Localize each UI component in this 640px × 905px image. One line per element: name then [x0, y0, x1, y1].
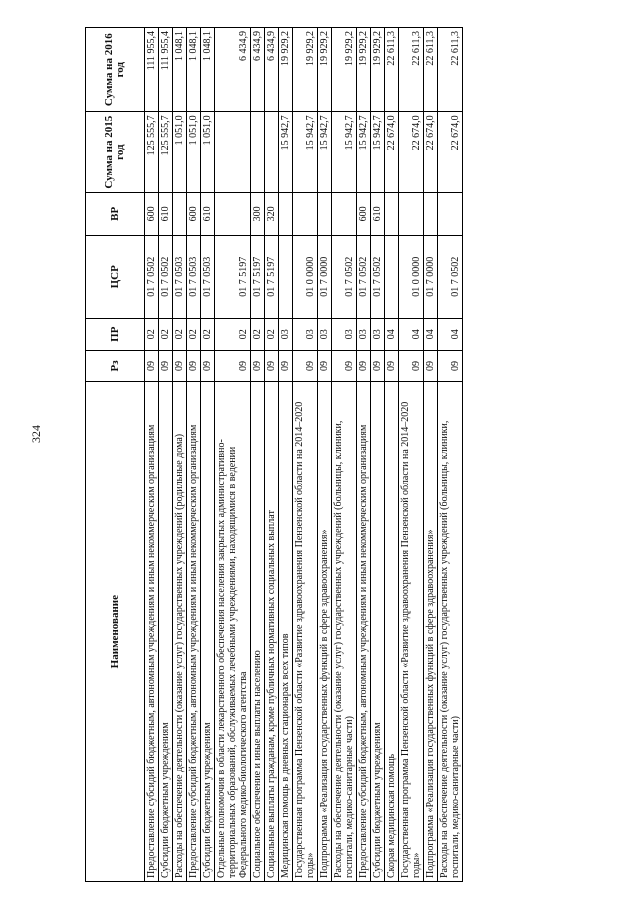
header-pr: ПР	[86, 318, 145, 350]
cell-rz: 09	[173, 350, 187, 382]
cell-sum-2016: 6 434,9	[251, 28, 265, 112]
cell-vr: 610	[201, 192, 215, 235]
cell-sum-2016: 6 434,9	[215, 28, 251, 112]
cell-sum-2016: 111 955,4	[145, 28, 159, 112]
cell-rz: 09	[215, 350, 251, 382]
cell-sum-2015: 1 051,0	[187, 112, 201, 193]
cell-sum-2015: 22 674,0	[399, 112, 424, 193]
cell-vr: 600	[145, 192, 159, 235]
cell-sum-2016: 19 929,2	[357, 28, 371, 112]
cell-csr: 01 7 5197	[251, 235, 265, 318]
table-body	[145, 28, 463, 882]
table-row	[385, 28, 399, 882]
cell-vr	[318, 192, 332, 235]
table-row	[187, 28, 201, 882]
cell-sum-2015: 1 051,0	[173, 112, 187, 193]
cell-csr: 01 7 0000	[318, 235, 332, 318]
cell-pr: 02	[215, 318, 251, 350]
cell-sum-2015: 15 942,7	[318, 112, 332, 193]
cell-name: Расходы на обеспечение деятельности (оказание услуг) государственных учреждений (больницы, клиники, госпитали, медико-санитарные части)	[438, 382, 463, 882]
cell-name: Субсидии бюджетным учреждениям	[371, 382, 385, 882]
cell-pr: 02	[159, 318, 173, 350]
cell-sum-2016: 1 048,1	[187, 28, 201, 112]
cell-vr	[332, 192, 357, 235]
cell-name: Субсидии бюджетным учреждениям	[201, 382, 215, 882]
cell-vr: 600	[357, 192, 371, 235]
cell-name: Подпрограмма «Реализация государственных функций в сфере здравоохранения»	[318, 382, 332, 882]
cell-csr: 01 7 0000	[424, 235, 438, 318]
cell-csr: 01 7 5197	[265, 235, 279, 318]
cell-sum-2015: 22 674,0	[424, 112, 438, 193]
cell-pr: 02	[187, 318, 201, 350]
cell-sum-2015: 15 942,7	[357, 112, 371, 193]
budget-table	[85, 27, 463, 882]
cell-name: Предоставление субсидий бюджетным, автономным учреждениям и иным некоммерческим организациям	[187, 382, 201, 882]
table-row	[201, 28, 215, 882]
cell-csr: 01 0 0000	[293, 235, 318, 318]
rotated-page	[85, 27, 565, 882]
cell-rz: 09	[145, 350, 159, 382]
cell-vr	[424, 192, 438, 235]
table-row	[371, 28, 385, 882]
cell-rz: 09	[251, 350, 265, 382]
cell-csr: 01 7 0502	[371, 235, 385, 318]
table-row	[279, 28, 293, 882]
header-csr: ЦСР	[86, 235, 145, 318]
cell-sum-2015	[215, 112, 251, 193]
header-sum-2016: Сумма на 2016 год	[86, 28, 145, 112]
cell-pr: 02	[265, 318, 279, 350]
cell-pr: 04	[385, 318, 399, 350]
cell-rz: 09	[371, 350, 385, 382]
cell-csr: 01 7 0503	[187, 235, 201, 318]
cell-csr	[279, 235, 293, 318]
cell-sum-2015	[265, 112, 279, 193]
table-row	[145, 28, 159, 882]
table-row	[251, 28, 265, 882]
table-row	[332, 28, 357, 882]
cell-sum-2016: 22 611,3	[438, 28, 463, 112]
table-row	[215, 28, 251, 882]
cell-sum-2016: 19 929,2	[318, 28, 332, 112]
cell-vr: 300	[251, 192, 265, 235]
cell-sum-2016: 22 611,3	[385, 28, 399, 112]
cell-csr: 01 0 0000	[399, 235, 424, 318]
table-row	[318, 28, 332, 882]
table-row	[424, 28, 438, 882]
cell-vr	[279, 192, 293, 235]
cell-rz: 09	[438, 350, 463, 382]
cell-rz: 09	[187, 350, 201, 382]
cell-sum-2016: 19 929,2	[279, 28, 293, 112]
table-row	[173, 28, 187, 882]
table-header-row	[86, 28, 145, 882]
cell-sum-2016: 19 929,2	[332, 28, 357, 112]
cell-rz: 09	[385, 350, 399, 382]
cell-name: Расходы на обеспечение деятельности (оказание услуг) государственных учреждений (больницы, клиники, госпитали, медико-санитарные части)	[332, 382, 357, 882]
cell-vr	[215, 192, 251, 235]
cell-pr: 02	[145, 318, 159, 350]
cell-name: Субсидии бюджетным учреждениям	[159, 382, 173, 882]
cell-sum-2016: 1 048,1	[201, 28, 215, 112]
cell-pr: 03	[332, 318, 357, 350]
header-name: Наименование	[86, 382, 145, 882]
cell-name: Государственная программа Пензенской области «Развитие здравоохранения Пензенской области на 2014–2020 годы»	[293, 382, 318, 882]
cell-rz: 09	[424, 350, 438, 382]
cell-pr: 02	[201, 318, 215, 350]
header-sum-2015: Сумма на 2015 год	[86, 112, 145, 193]
cell-rz: 09	[159, 350, 173, 382]
header-rz: Рз	[86, 350, 145, 382]
cell-pr: 03	[318, 318, 332, 350]
cell-rz: 09	[399, 350, 424, 382]
cell-sum-2016: 6 434,9	[265, 28, 279, 112]
cell-pr: 03	[293, 318, 318, 350]
cell-sum-2016: 1 048,1	[173, 28, 187, 112]
table-row	[438, 28, 463, 882]
cell-csr: 01 7 0503	[201, 235, 215, 318]
cell-vr	[173, 192, 187, 235]
cell-sum-2016: 111 955,4	[159, 28, 173, 112]
table-row	[399, 28, 424, 882]
table-row	[293, 28, 318, 882]
cell-sum-2015	[251, 112, 265, 193]
table-row	[159, 28, 173, 882]
cell-rz: 09	[293, 350, 318, 382]
cell-vr	[385, 192, 399, 235]
cell-name: Социальные выплаты гражданам, кроме публичных нормативных социальных выплат	[265, 382, 279, 882]
cell-csr: 01 7 0502	[438, 235, 463, 318]
cell-name: Подпрограмма «Реализация государственных функций в сфере здравоохранения»	[424, 382, 438, 882]
cell-name: Медицинская помощь в дневных стационарах всех типов	[279, 382, 293, 882]
cell-vr: 600	[187, 192, 201, 235]
cell-sum-2015: 22 674,0	[438, 112, 463, 193]
cell-rz: 09	[357, 350, 371, 382]
cell-pr: 03	[357, 318, 371, 350]
cell-vr	[399, 192, 424, 235]
cell-csr	[385, 235, 399, 318]
cell-sum-2016: 19 929,2	[371, 28, 385, 112]
cell-name: Расходы на обеспечение деятельности (оказание услуг) государственных учреждений (родильные дома)	[173, 382, 187, 882]
cell-sum-2015: 125 555,7	[159, 112, 173, 193]
cell-vr: 320	[265, 192, 279, 235]
cell-csr: 01 7 0502	[357, 235, 371, 318]
cell-sum-2015: 125 555,7	[145, 112, 159, 193]
cell-rz: 09	[265, 350, 279, 382]
cell-pr: 03	[279, 318, 293, 350]
cell-name: Социальное обеспечение и иные выплаты населению	[251, 382, 265, 882]
header-vr: ВР	[86, 192, 145, 235]
cell-vr	[293, 192, 318, 235]
cell-rz: 09	[318, 350, 332, 382]
cell-name: Предоставление субсидий бюджетным, автономным учреждениям и иным некоммерческим организациям	[145, 382, 159, 882]
cell-vr: 610	[371, 192, 385, 235]
cell-sum-2016: 22 611,3	[399, 28, 424, 112]
cell-pr: 04	[399, 318, 424, 350]
cell-name: Государственная программа Пензенской области «Развитие здравоохранения Пензенской области на 2014–2020 годы»	[399, 382, 424, 882]
cell-sum-2016: 19 929,2	[293, 28, 318, 112]
cell-sum-2015: 1 051,0	[201, 112, 215, 193]
cell-vr	[438, 192, 463, 235]
cell-sum-2015: 15 942,7	[332, 112, 357, 193]
cell-sum-2015: 15 942,7	[279, 112, 293, 193]
table-row	[357, 28, 371, 882]
cell-sum-2015: 22 674,0	[385, 112, 399, 193]
cell-csr: 01 7 0503	[173, 235, 187, 318]
cell-rz: 09	[201, 350, 215, 382]
cell-sum-2015: 15 942,7	[371, 112, 385, 193]
cell-csr: 01 7 0502	[145, 235, 159, 318]
cell-name: Скорая медицинская помощь	[385, 382, 399, 882]
cell-pr: 03	[371, 318, 385, 350]
table-row	[265, 28, 279, 882]
cell-csr: 01 7 0502	[332, 235, 357, 318]
cell-rz: 09	[279, 350, 293, 382]
cell-csr: 01 7 5197	[215, 235, 251, 318]
cell-pr: 04	[438, 318, 463, 350]
cell-sum-2015: 15 942,7	[293, 112, 318, 193]
cell-pr: 04	[424, 318, 438, 350]
cell-name: Отдельные полномочия в области лекарственного обеспечения населения закрытых административно-территориальных образований, обслуживаемых лечебными учреждениями, находящимися в ведении Федерального медико-биологического агентства	[215, 382, 251, 882]
cell-vr: 610	[159, 192, 173, 235]
cell-csr: 01 7 0502	[159, 235, 173, 318]
cell-pr: 02	[173, 318, 187, 350]
cell-sum-2016: 22 611,3	[424, 28, 438, 112]
page-number: 324	[29, 425, 43, 443]
cell-rz: 09	[332, 350, 357, 382]
cell-pr: 02	[251, 318, 265, 350]
cell-name: Предоставление субсидий бюджетным, автономным учреждениям и иным некоммерческим организациям	[357, 382, 371, 882]
